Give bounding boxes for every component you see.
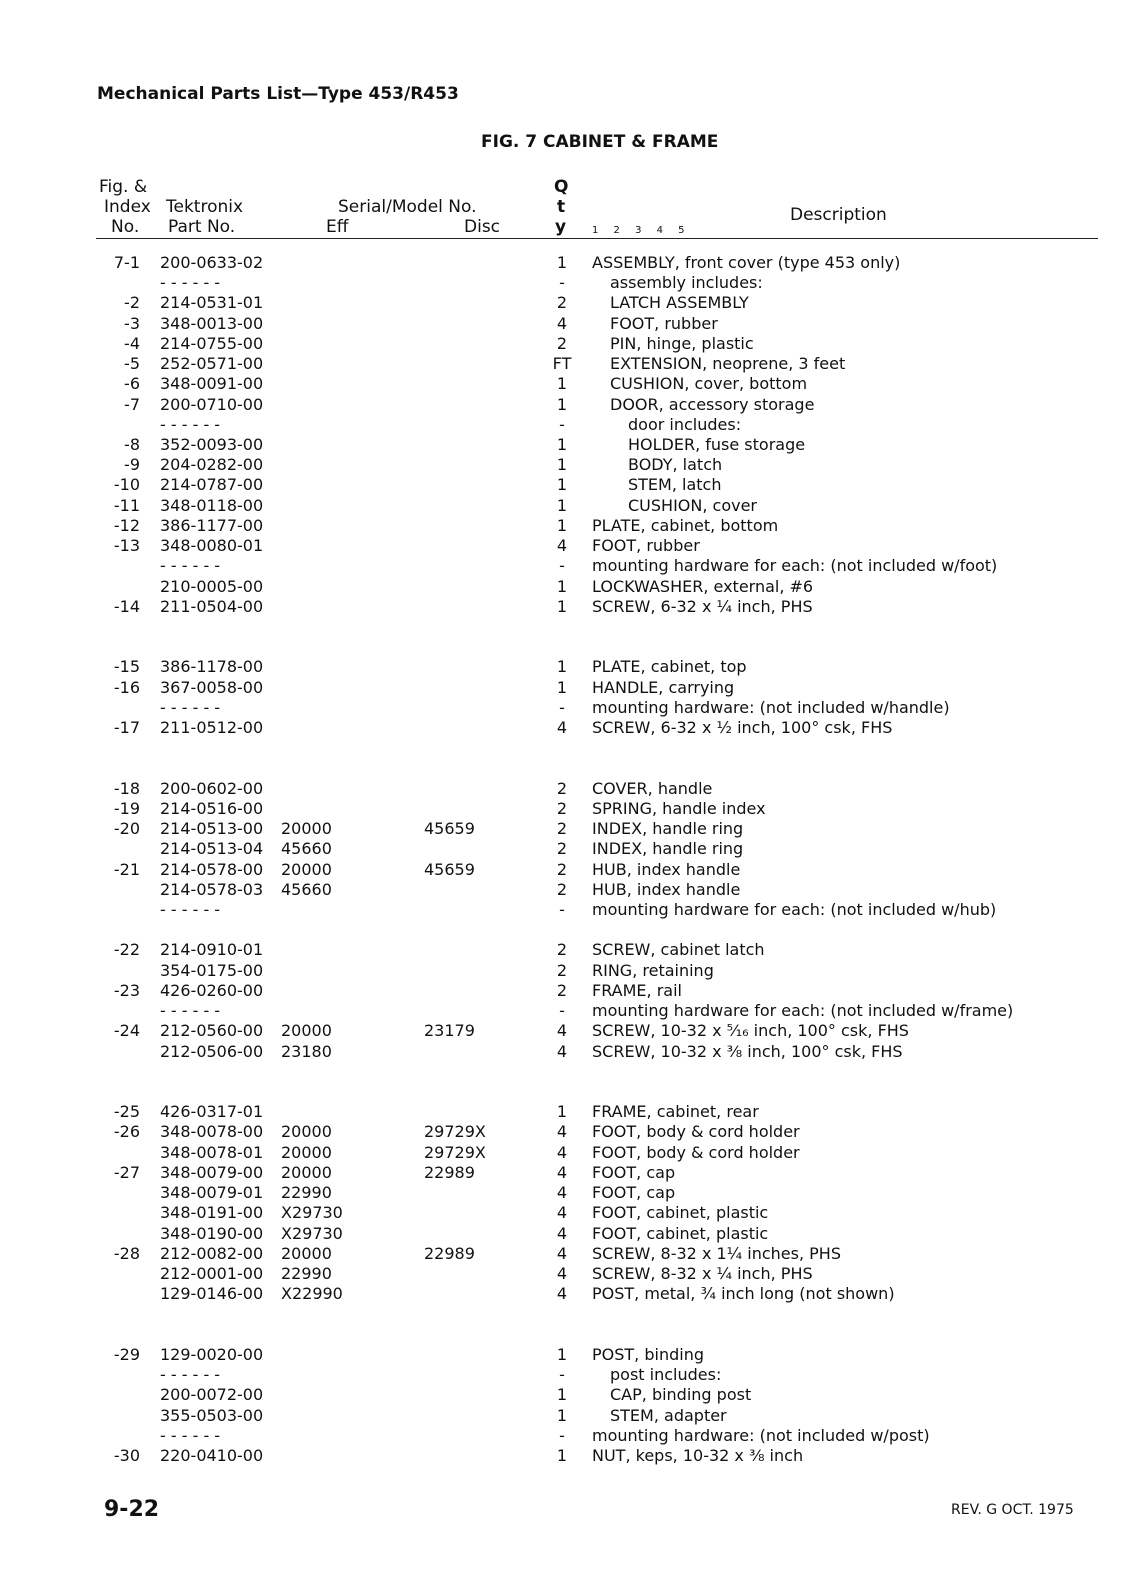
cell-disc: 22989 [424,1162,475,1182]
cell-qty: 2 [556,798,568,818]
cell-qty: 4 [556,1264,568,1283]
table-row [0,1082,1125,1102]
cell-part-number: 355-0503-00 [160,1405,264,1425]
table-row [0,981,1125,1001]
table-row [0,1102,1125,1122]
table-row [0,455,1125,475]
cell-description: FOOT, body & cord holder [592,1142,800,1162]
cell-description: FOOT, rubber [610,313,718,333]
cell-description: STEM, adapter [610,1405,727,1425]
cell-qty: 4 [556,1223,568,1243]
cell-qty: - [559,1425,565,1445]
page-header-title: Mechanical Parts List—Type 453/R453 [97,84,459,104]
cell-index: -2 [124,293,140,313]
table-row [0,334,1125,354]
table-row [0,1244,1125,1264]
cell-description: mounting hardware for each: (not included w/frame) [592,1001,1014,1021]
cell-part-number: - - - - - - [160,273,221,293]
cell-part-number: 386-1177-00 [160,515,264,535]
cell-description: FOOT, cap [592,1162,676,1182]
table-row [0,1021,1125,1041]
cell-part-number: 204-0282-00 [160,455,264,475]
cell-qty: 1 [556,657,568,677]
cell-index: -7 [124,394,140,414]
cell-eff: 20000 [281,819,332,839]
cell-description: CAP, binding post [610,1385,752,1405]
figure-title: FIG. 7 CABINET & FRAME [481,132,719,152]
cell-qty: 4 [556,1041,568,1061]
cell-qty: 2 [556,980,568,1000]
cell-eff: 45660 [281,839,332,859]
cell-description: FOOT, cabinet, plastic [592,1203,769,1223]
table-row [0,293,1125,313]
revision-note: REV. G OCT. 1975 [951,1502,1074,1518]
cell-qty: 2 [556,293,568,313]
col-disc: Disc [464,217,501,237]
table-row [0,475,1125,495]
cell-part-number: 214-0787-00 [160,475,264,495]
cell-index: -22 [113,940,140,960]
cell-index: -3 [124,313,140,333]
cell-qty: 1 [556,596,568,616]
cell-eff: 20000 [281,1243,332,1263]
cell-index: -8 [124,434,140,454]
cell-description: FOOT, body & cord holder [592,1122,800,1142]
cell-qty: 1 [556,374,568,394]
cell-qty: 4 [556,536,568,556]
cell-description: LOCKWASHER, external, #6 [592,576,814,596]
table-row [0,1345,1125,1365]
cell-description: CUSHION, cover [628,495,757,515]
cell-eff: 23180 [281,1041,332,1061]
table-row [0,698,1125,718]
cell-description: PIN, hinge, plastic [610,333,754,353]
cell-qty: 4 [556,1021,568,1041]
table-row [0,1062,1125,1082]
cell-part-number: 348-0118-00 [160,495,264,515]
cell-qty: 2 [556,778,568,798]
table-row [0,637,1125,657]
cell-part-number: 129-0020-00 [160,1344,264,1364]
cell-part-number: 348-0080-01 [160,536,264,556]
cell-part-number: 214-0513-00 [160,819,264,839]
cell-index: -4 [124,333,140,353]
cell-part-number: 220-0410-00 [160,1445,264,1465]
table-row [0,273,1125,293]
col-description: Description [790,205,887,225]
cell-part-number: 348-0079-01 [160,1183,264,1203]
cell-qty: 2 [556,839,568,859]
cell-qty: 2 [556,879,568,899]
table-row [0,940,1125,960]
cell-qty: 2 [556,819,568,839]
cell-qty: 1 [556,1385,568,1405]
cell-index: -26 [113,1122,140,1142]
table-row [0,516,1125,536]
cell-description: HUB, index handle [592,879,741,899]
cell-description: POST, metal, ¾ inch long (not shown) [592,1284,895,1304]
cell-description: HOLDER, fuse storage [628,434,806,454]
table-row [0,738,1125,758]
col-qty-y: y [555,217,567,237]
cell-description: assembly includes: [610,273,763,293]
cell-eff: X29730 [281,1223,343,1243]
cell-part-number: 426-0260-00 [160,980,264,1000]
table-row [0,678,1125,698]
cell-qty: 2 [556,960,568,980]
table-row [0,1143,1125,1163]
table-row [0,415,1125,435]
cell-description: NUT, keps, 10-32 x ⅜ inch [592,1445,804,1465]
cell-part-number: - - - - - - [160,1425,221,1445]
cell-qty: 4 [556,313,568,333]
cell-qty: 1 [556,1344,568,1364]
cell-description: EXTENSION, neoprene, 3 feet [610,354,846,374]
table-row [0,819,1125,839]
cell-qty: 1 [556,677,568,697]
col-fig-line3: No. [111,217,140,237]
table-row [0,900,1125,920]
cell-index: -25 [113,1102,140,1122]
cell-qty: 2 [556,333,568,353]
cell-qty: 1 [556,576,568,596]
cell-disc: 23179 [424,1021,475,1041]
table-row [0,718,1125,738]
cell-part-number: 252-0571-00 [160,354,264,374]
table-row [0,1203,1125,1223]
cell-part-number: - - - - - - [160,414,221,434]
col-tektronix-line2: Part No. [168,217,236,237]
cell-description: SCREW, 8-32 x ¼ inch, PHS [592,1264,813,1283]
cell-eff: X29730 [281,1203,343,1223]
cell-qty: 4 [556,1142,568,1162]
cell-description: SCREW, 10-32 x ⁵⁄₁₆ inch, 100° csk, FHS [592,1021,909,1041]
cell-description: INDEX, handle ring [592,839,744,859]
cell-part-number: 200-0602-00 [160,778,264,798]
cell-qty: 4 [556,1162,568,1182]
cell-eff: 22990 [281,1264,332,1283]
table-row [0,1446,1125,1466]
cell-description: BODY, latch [628,455,723,475]
table-row [0,617,1125,637]
cell-description: SCREW, cabinet latch [592,940,765,960]
table-row [0,1385,1125,1405]
cell-description: LATCH ASSEMBLY [610,293,749,313]
cell-index: -29 [113,1344,140,1364]
cell-eff: 20000 [281,859,332,879]
cell-description: HANDLE, carrying [592,677,735,697]
cell-qty: - [559,414,565,434]
cell-description: mounting hardware: (not included w/handle) [592,697,950,717]
cell-part-number: 214-0513-04 [160,839,264,859]
cell-part-number: 386-1178-00 [160,657,264,677]
table-row [0,1406,1125,1426]
cell-index: -11 [113,495,140,515]
cell-qty: FT [552,354,572,374]
cell-qty: 4 [556,1183,568,1203]
cell-index: -24 [113,1021,140,1041]
table-row [0,1163,1125,1183]
cell-disc: 22989 [424,1243,475,1263]
cell-part-number: 214-0755-00 [160,333,264,353]
table-row [0,1001,1125,1021]
cell-description: PLATE, cabinet, bottom [592,515,779,535]
cell-part-number: 348-0078-01 [160,1142,264,1162]
table-row [0,1042,1125,1062]
cell-qty: 4 [556,1243,568,1263]
cell-part-number: 352-0093-00 [160,434,264,454]
cell-index: -27 [113,1162,140,1182]
cell-qty: - [559,697,565,717]
col-fig-line2: Index [104,197,151,217]
cell-qty: 1 [556,455,568,475]
cell-index: -20 [113,819,140,839]
cell-description: DOOR, accessory storage [610,394,815,414]
cell-part-number: 129-0146-00 [160,1284,264,1304]
cell-index: -30 [113,1445,140,1465]
table-row [0,314,1125,334]
cell-index: -16 [113,677,140,697]
table-row [0,860,1125,880]
cell-disc: 45659 [424,859,475,879]
cell-qty: - [559,556,565,576]
cell-part-number: 212-0506-00 [160,1041,264,1061]
cell-eff: 20000 [281,1162,332,1182]
page-number: 9-22 [104,1497,160,1522]
cell-description: HUB, index handle [592,859,741,879]
cell-part-number: - - - - - - [160,556,221,576]
table-row [0,759,1125,779]
table-row [0,395,1125,415]
cell-part-number: 348-0079-00 [160,1162,264,1182]
cell-description: mounting hardware for each: (not included w/foot) [592,556,998,576]
cell-part-number: 212-0082-00 [160,1243,264,1263]
cell-part-number: 200-0072-00 [160,1385,264,1405]
cell-qty: 1 [556,1445,568,1465]
col-qty-q: Q [554,177,569,197]
cell-index: -6 [124,374,140,394]
cell-part-number: 214-0910-01 [160,940,264,960]
table-row [0,1325,1125,1345]
cell-part-number: 214-0531-01 [160,293,264,313]
table-row [0,354,1125,374]
cell-eff: 45660 [281,879,332,899]
cell-eff: X22990 [281,1284,343,1304]
table-row [0,1426,1125,1446]
cell-description: STEM, latch [628,475,722,495]
cell-eff: 22990 [281,1183,332,1203]
table-row [0,839,1125,859]
cell-part-number: 211-0512-00 [160,718,264,738]
cell-part-number: 200-0633-02 [160,253,264,272]
cell-part-number: 367-0058-00 [160,677,264,697]
cell-qty: 1 [556,515,568,535]
cell-description: FRAME, cabinet, rear [592,1102,759,1122]
table-row [0,920,1125,940]
cell-index: -19 [113,798,140,818]
cell-qty: 1 [556,1102,568,1122]
cell-qty: - [559,273,565,293]
cell-index: -17 [113,718,140,738]
table-row [0,1365,1125,1385]
table-row [0,374,1125,394]
cell-qty: - [559,900,565,920]
cell-index: -9 [124,455,140,475]
col-eff: Eff [326,217,349,237]
table-row [0,1183,1125,1203]
table-row [0,597,1125,617]
cell-description: SCREW, 6-32 x ½ inch, 100° csk, FHS [592,718,893,738]
cell-description: ASSEMBLY, front cover (type 453 only) [592,253,901,272]
cell-description: FRAME, rail [592,980,682,1000]
cell-part-number: 214-0578-00 [160,859,264,879]
cell-description: mounting hardware: (not included w/post) [592,1425,930,1445]
cell-description: post includes: [610,1365,722,1385]
cell-description: SCREW, 10-32 x ⅜ inch, 100° csk, FHS [592,1041,903,1061]
cell-description: POST, binding [592,1344,704,1364]
cell-part-number: 348-0078-00 [160,1122,264,1142]
cell-index: 7-1 [113,253,140,272]
cell-part-number: - - - - - - [160,697,221,717]
cell-part-number: - - - - - - [160,900,221,920]
cell-qty: - [559,1001,565,1021]
table-row [0,961,1125,981]
cell-part-number: 214-0578-03 [160,879,264,899]
cell-description: FOOT, rubber [592,536,700,556]
table-row [0,799,1125,819]
table-row [0,1264,1125,1284]
cell-qty: 2 [556,859,568,879]
cell-description: FOOT, cap [592,1183,676,1203]
cell-qty: 1 [556,434,568,454]
col-indent-levels: 1 2 3 4 5 [592,225,691,236]
table-row [0,1224,1125,1244]
table-row [0,1304,1125,1324]
cell-description: SCREW, 6-32 x ¼ inch, PHS [592,596,813,616]
table-row [0,577,1125,597]
cell-qty: 4 [556,1203,568,1223]
cell-eff: 20000 [281,1122,332,1142]
table-row [0,536,1125,556]
cell-description: door includes: [628,414,742,434]
cell-part-number: 211-0504-00 [160,596,264,616]
cell-description: mounting hardware for each: (not included w/hub) [592,900,997,920]
table-row [0,779,1125,799]
cell-description: COVER, handle [592,778,713,798]
cell-qty: 1 [556,1405,568,1425]
cell-index: -15 [113,657,140,677]
cell-part-number: 210-0005-00 [160,576,264,596]
cell-description: PLATE, cabinet, top [592,657,747,677]
cell-index: -12 [113,515,140,535]
cell-index: -21 [113,859,140,879]
cell-eff: 20000 [281,1021,332,1041]
cell-part-number: 426-0317-01 [160,1102,264,1122]
cell-description: INDEX, handle ring [592,819,744,839]
col-serial: Serial/Model No. [338,197,477,217]
cell-qty: 4 [556,1122,568,1142]
cell-part-number: 348-0091-00 [160,374,264,394]
cell-description: CUSHION, cover, bottom [610,374,808,394]
cell-qty: - [559,1365,565,1385]
cell-disc: 29729X [424,1142,486,1162]
cell-disc: 29729X [424,1122,486,1142]
cell-part-number: 200-0710-00 [160,394,264,414]
cell-index: -13 [113,536,140,556]
cell-qty: 4 [556,718,568,738]
table-row [0,1122,1125,1142]
cell-part-number: 348-0191-00 [160,1203,264,1223]
table-row [0,253,1125,273]
cell-part-number: 348-0190-00 [160,1223,264,1243]
cell-description: RING, retaining [592,960,714,980]
cell-qty: 1 [556,475,568,495]
table-row [0,435,1125,455]
cell-description: FOOT, cabinet, plastic [592,1223,769,1243]
cell-part-number: - - - - - - [160,1365,221,1385]
table-row [0,1284,1125,1304]
cell-description: SCREW, 8-32 x 1¼ inches, PHS [592,1243,841,1263]
table-row [0,657,1125,677]
cell-part-number: 214-0516-00 [160,798,264,818]
cell-index: -18 [113,778,140,798]
col-tektronix-line1: Tektronix [166,197,244,217]
col-fig-line1: Fig. & [99,177,148,197]
cell-qty: 1 [556,253,568,272]
cell-qty: 2 [556,940,568,960]
cell-qty: 1 [556,495,568,515]
cell-part-number: - - - - - - [160,1001,221,1021]
cell-part-number: 348-0013-00 [160,313,264,333]
cell-index: -23 [113,980,140,1000]
cell-index: -5 [124,354,140,374]
cell-part-number: 354-0175-00 [160,960,264,980]
cell-qty: 1 [556,394,568,414]
cell-index: -28 [113,1243,140,1263]
table-row [0,556,1125,576]
col-qty-t: t [557,197,566,217]
table-row [0,880,1125,900]
cell-disc: 45659 [424,819,475,839]
cell-part-number: 212-0001-00 [160,1264,264,1283]
cell-part-number: 212-0560-00 [160,1021,264,1041]
cell-index: -10 [113,475,140,495]
cell-qty: 4 [556,1284,568,1304]
table-row [0,496,1125,516]
cell-description: SPRING, handle index [592,798,766,818]
cell-index: -14 [113,596,140,616]
cell-eff: 20000 [281,1142,332,1162]
